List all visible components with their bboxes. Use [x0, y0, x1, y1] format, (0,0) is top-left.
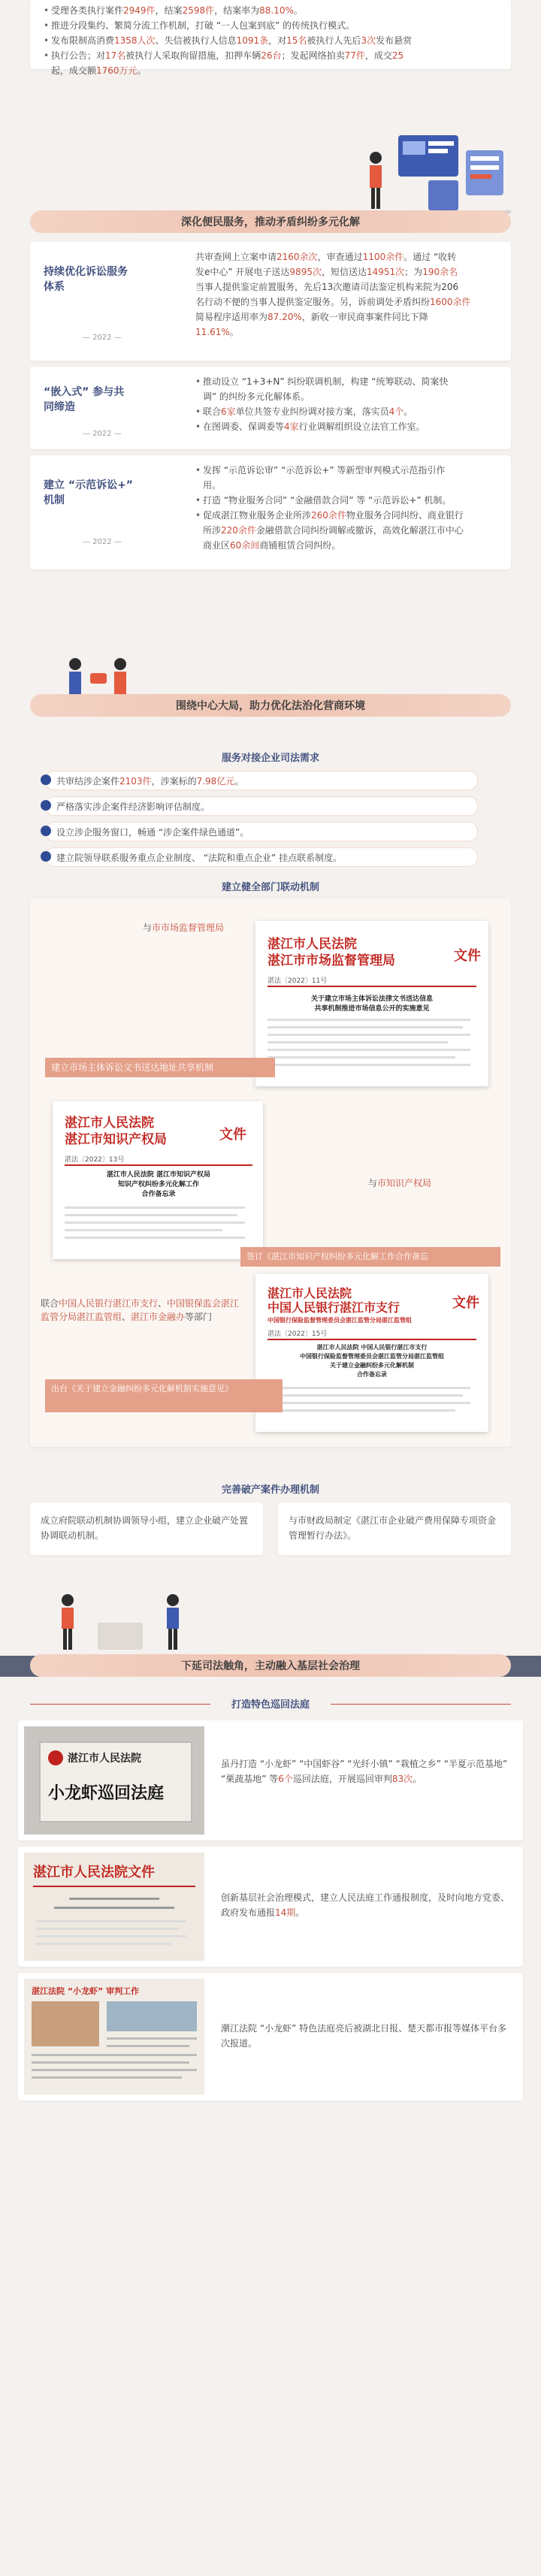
doc2-line — [65, 1222, 245, 1224]
row1-card — [30, 242, 511, 361]
doc3-title-c: 中国银行保险监督管理委员会湛江监管分局湛江监管组 — [267, 1316, 412, 1324]
doc3-line — [267, 1394, 463, 1397]
photo2-title: 湛江市人民法院文件 — [33, 1865, 155, 1880]
tag4: 签订《湛江市知识产权纠纷多元化解工作合作备忘 — [240, 1247, 500, 1267]
pill-4: 建立院领导联系服务重点企业制度、 “法院和重点企业” 挂点联系制度。 — [45, 847, 478, 867]
row1-line2: 发e中心” 开展电子送达9895次，短信送达14951次；为190余名 — [195, 267, 458, 277]
doc1-line — [267, 1019, 470, 1021]
row2-year: — 2022 — — [83, 430, 122, 438]
section1-band: 深化便民服务，推动矛盾纠纷多元化解 — [30, 210, 511, 233]
row3-title: 建立 “示范诉讼+” 机制 — [44, 479, 134, 506]
doc3-title-side: 文件 — [452, 1295, 479, 1311]
row1-year: — 2022 — — [83, 334, 122, 342]
photo2-line — [54, 1907, 174, 1909]
doc1-line — [267, 1041, 448, 1043]
enforcement-card — [30, 0, 511, 76]
enforcement-line-2: • 推进分段集约、繁简分流工作机制，打破 “一人包案到底” 的传统执行模式。 — [44, 18, 502, 33]
enforcement-line-5: 起，成交额1760万元。 — [51, 65, 147, 76]
pill-1: 共审结涉企案件 2103件 ，涉案标的 7.98亿元 。 — [45, 771, 478, 790]
circuit-court-rule — [331, 1704, 511, 1705]
row1-line4: 名行动不便的当事人提供鉴定服务。另，诉前调处矛盾纠纷1600余件 — [195, 297, 471, 307]
row3-line3: • 打造 “物业服务合同” “金融借款合同” 等 “示范诉讼+” 机制。 — [195, 493, 500, 508]
doc1-number: 湛法〔2022〕11号 — [267, 977, 328, 985]
row1-line3: 当事人提供鉴定前置服务，先后13次邀请司法鉴定机构来院为206 — [195, 282, 459, 292]
plaque-emblem-icon — [48, 1750, 63, 1765]
doc2-line — [65, 1206, 245, 1209]
photo2-line — [36, 1920, 186, 1922]
doc1-title-side: 文件 — [454, 948, 481, 964]
pill-1-dot — [41, 775, 51, 785]
pill-2-dot — [41, 800, 51, 811]
doc2-line — [65, 1237, 245, 1239]
bankruptcy-card-1 — [30, 1502, 263, 1555]
pill-2: 严格落实涉企案件经济影响评估制度。 — [45, 796, 478, 816]
photo2-rule — [33, 1886, 195, 1887]
enterprise-service-subtitle: 服务对接企业司法需求 — [221, 753, 319, 764]
tag1-label: 与市市场监督管理局 — [143, 923, 225, 933]
pill-4-dot — [41, 851, 51, 862]
row1-line5: 简易程序适用率为87.20%，新收一审民商事案件同比下降 — [195, 312, 428, 322]
doc3-line — [267, 1409, 455, 1412]
row3-line1: • 发挥 “示范诉讼审” “示范诉讼+” 等新型审判模式示范指引作 — [195, 463, 500, 478]
row2-line1: • 推动设立 “1+3+N” 纠纷联调机制，构建 “统筹联动、简案快 — [195, 374, 500, 389]
doc2-line — [65, 1229, 222, 1231]
tag2: 建立市场主体诉讼文书送达地址共享机制 — [45, 1058, 275, 1077]
section2-band: 围绕中心大局，助力优化法治化营商环境 — [30, 694, 511, 717]
row3-line2: 用。 — [203, 480, 222, 491]
doc2-rule — [65, 1164, 252, 1166]
bankruptcy-text-1: 成立府院联动机制协调领导小组，建立企业破产处置协调联动机制。 — [41, 1515, 249, 1541]
doc2-title: 湛江市人民法院 湛江市知识产权局 — [65, 1116, 167, 1147]
section3-band: 下延司法触角，主动融入基层社会治理 — [30, 1654, 511, 1677]
doc1 — [255, 921, 488, 1086]
enforcement-line-1: • 受理各类执行案件2949件，结案2598件，结案率为88.10%。 — [44, 3, 502, 18]
pill-3: 设立涉企服务窗口，畅通 “涉企案件绿色通道”。 — [45, 822, 478, 841]
photo3-line — [107, 2037, 197, 2040]
photo2-text: 创新基层社会治理模式，建立人民法庭工作通报制度，及时向地方党委、政府发布通报14期。 — [221, 1892, 510, 1918]
photo2-line — [36, 1943, 171, 1945]
row2-title: “嵌入式” 参与共 同缔造 — [44, 386, 125, 413]
photo1-text: 虽丹打造 “小龙虾” “中国虾谷” “光纤小镇” “栽植之乡” “半夏示范基地” “栗蔬基地” 等6个巡回法庭，开展巡回审判83次。 — [221, 1759, 508, 1784]
row3-line6: 商业区60余间商铺租赁合同纠纷。 — [203, 540, 341, 551]
photo2-card — [18, 1847, 523, 1967]
doc1-rule — [267, 986, 476, 987]
photo2 — [24, 1853, 204, 1961]
row3-line4: • 促成湛江物业服务企业所涉260余件物业服务合同纠纷、商业银行 — [195, 508, 500, 523]
tag6: 出台《关于建立金融纠纷多元化解机制实施意见》 — [45, 1379, 283, 1412]
row1-line1: 共审查网上立案申请2160余次，审查通过1100余件。通过 “收转 — [195, 252, 457, 262]
doc3-number: 湛法〔2022〕15号 — [267, 1330, 328, 1338]
doc2 — [53, 1101, 263, 1259]
linkage-subtitle: 建立健全部门联动机制 — [221, 882, 319, 893]
photo3-title: 湛江法院 “小龙虾” 审判工作 — [32, 1986, 140, 1996]
row1-title: 持续优化诉讼服务 体系 — [44, 266, 128, 293]
photo3-image-block — [32, 2001, 99, 2046]
doc3 — [255, 1274, 488, 1432]
doc1-line — [267, 1026, 463, 1028]
doc1-subtitle: 关于建立市场主体诉讼法律文书送达信息 共享机制推进市场信息公开的实施意见 — [310, 995, 433, 1013]
doc1-title: 湛江市人民法院 湛江市市场监督管理局 — [267, 937, 395, 968]
photo1 — [24, 1726, 204, 1835]
photo3-line — [32, 2076, 182, 2079]
doc3-line — [267, 1402, 470, 1404]
doc1-line — [267, 1056, 455, 1058]
photo3-text: 潮江法院 “小龙虾” 特色法庭亮后被湖北日报、楚天都市报等媒体平台多次报道。 — [221, 2023, 507, 2049]
team-screens-illustration — [353, 128, 511, 218]
photo3-image-block — [107, 2001, 197, 2031]
row3-line5: 所涉220余件金融借款合同纠纷调解或撤诉，高效化解湛江市中心 — [203, 525, 464, 536]
pill-3-dot — [41, 826, 51, 836]
photo3-line — [107, 2045, 189, 2047]
row3-card — [30, 455, 511, 569]
tag5-label: 联合中国人民银行湛江市支行、中国银保监会湛江监管分局湛江监管组、湛江市金融办等部门 — [41, 1298, 240, 1322]
plaque-line1: 湛江市人民法院 — [68, 1753, 141, 1765]
photo3-line — [32, 2054, 197, 2056]
meeting-illustration — [38, 1593, 203, 1653]
row2-line3: • 联合6家单位共签专业纠纷调对接方案，落实员4个。 — [195, 404, 500, 419]
doc2-number: 湛法〔2022〕13号 — [65, 1156, 125, 1164]
doc1-line — [267, 1049, 470, 1051]
enforcement-line-3: • 发布限制高消费1358人次、失信被执行人信息1091条，对15名被执行人先后3次发布悬赏 — [44, 33, 502, 48]
photo2-line — [36, 1935, 186, 1937]
doc3-title: 湛江市人民法院 中国人民银行湛江市支行 — [267, 1286, 400, 1315]
photo3-card — [18, 1973, 523, 2100]
row2-line4: • 在图调委、保调委等4家行业调解组织设立法官工作室。 — [195, 419, 500, 434]
row3-year: — 2022 — — [83, 538, 122, 546]
bankruptcy-subtitle: 完善破产案件办理机制 — [221, 1484, 319, 1496]
doc2-title-side: 文件 — [219, 1127, 246, 1143]
row2-line2: 调” 的纠纷多元化解体系。 — [203, 391, 310, 402]
row2-card — [30, 367, 511, 449]
bankruptcy-text-2: 与市财政局制定《湛江市企业破产费用保障专项资金管理暂行办法》。 — [289, 1515, 497, 1541]
doc2-line — [65, 1214, 237, 1216]
photo2-line — [69, 1898, 159, 1900]
bankruptcy-card-2 — [278, 1502, 511, 1555]
photo2-line — [36, 1928, 179, 1930]
enforcement-line-4: • 执行公告；对17名被执行人采取拘留措施，扣押车辆26台；发起网络拍卖77件，成交25 — [44, 48, 502, 63]
tag3-label: 与市知识产权局 — [368, 1178, 432, 1188]
documents-panel — [30, 898, 511, 1447]
doc3-subtitle: 湛江市人民法院 中国人民银行湛江市支行 中国银行保险监督管理委员会湛江监管分局湛江监管组 关于建立金融纠纷多元化解机制 合作备忘录 — [300, 1344, 444, 1378]
doc3-line — [267, 1387, 470, 1389]
photo1-card — [18, 1720, 523, 1841]
doc1-line — [267, 1064, 470, 1066]
plaque — [39, 1741, 192, 1823]
doc3-rule — [267, 1339, 476, 1340]
row1-line6: 11.61%。 — [195, 327, 239, 337]
doc2-subtitle: 湛江市人民法院 湛江市知识产权局 知识产权纠纷多元化解工作 合作备忘录 — [106, 1171, 211, 1198]
circuit-court-rule — [30, 1704, 210, 1705]
circuit-court-subtitle: 打造特色巡回法庭 — [231, 1699, 310, 1711]
photo3 — [24, 1979, 204, 2094]
plaque-line2: 小龙虾巡回法庭 — [48, 1784, 165, 1803]
doc1-line — [267, 1034, 470, 1036]
photo3-line — [32, 2069, 197, 2071]
photo3-line — [32, 2061, 189, 2064]
